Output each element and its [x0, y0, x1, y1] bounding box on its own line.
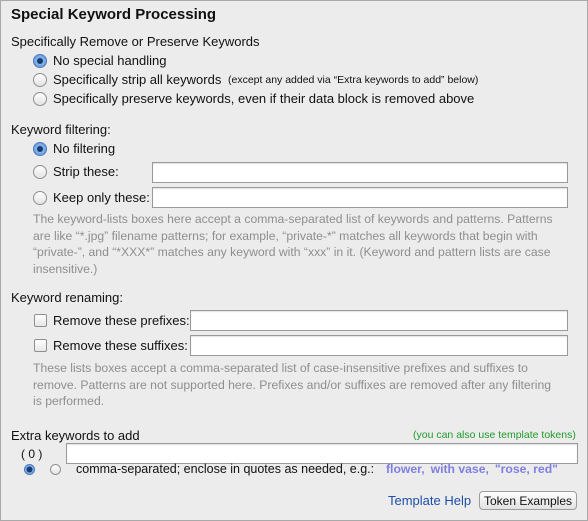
page-title: Special Keyword Processing	[11, 6, 217, 23]
format-radio-alternate[interactable]	[50, 464, 61, 475]
remove-prefixes-label[interactable]: Remove these prefixes:	[53, 313, 190, 328]
extra-keywords-input[interactable]	[66, 443, 578, 464]
remove-prefixes-checkbox[interactable]	[34, 314, 47, 327]
example-with-vase: with vase,	[430, 462, 489, 476]
no-special-handling-label[interactable]: No special handling	[53, 53, 167, 68]
remove-suffixes-label[interactable]: Remove these suffixes:	[53, 338, 188, 353]
radio-strip-these[interactable]	[33, 165, 47, 179]
strip-all-note: (except any added via “Extra keywords to add” below)	[228, 74, 479, 86]
keyword-renaming-heading: Keyword renaming:	[11, 290, 123, 305]
strip-these-input[interactable]	[152, 162, 568, 183]
radio-no-filtering[interactable]	[33, 142, 47, 156]
template-help-link[interactable]: Template Help	[388, 493, 472, 508]
remove-suffixes-input[interactable]	[190, 335, 568, 356]
radio-preserve-keywords[interactable]	[33, 92, 47, 106]
remove-suffixes-checkbox[interactable]	[34, 339, 47, 352]
radio-no-special-handling[interactable]	[33, 54, 47, 68]
format-radio-comma-separated[interactable]	[24, 464, 35, 475]
strip-all-keywords-label[interactable]: Specifically strip all keywords	[53, 72, 222, 87]
renaming-help-text: These lists boxes accept a comma-separated list of case-insensitive prefixes and suffixes to remove. Patterns are not supported here. Prefixes and/or suffixes are removed after any filtering is performed.	[33, 361, 552, 408]
template-tokens-hint: (you can also use template tokens)	[413, 429, 576, 441]
strip-these-label[interactable]: Strip these:	[53, 164, 119, 179]
no-filtering-label[interactable]: No filtering	[53, 141, 116, 156]
keyword-filtering-heading: Keyword filtering:	[11, 122, 111, 137]
keep-only-these-input[interactable]	[152, 187, 568, 208]
preserve-keywords-label[interactable]: Specifically preserve keywords, even if their data block is removed above	[53, 91, 475, 106]
remove-preserve-heading: Specifically Remove or Preserve Keywords	[11, 34, 260, 49]
remove-prefixes-input[interactable]	[190, 310, 568, 331]
radio-strip-all-keywords[interactable]	[33, 73, 47, 87]
keep-only-these-label[interactable]: Keep only these:	[53, 190, 150, 205]
radio-keep-only-these[interactable]	[33, 191, 47, 205]
extra-keywords-heading: Extra keywords to add	[11, 428, 140, 443]
token-examples-button[interactable]: Token Examples	[479, 491, 577, 510]
example-flower: flower,	[386, 462, 425, 476]
format-description: comma-separated; enclose in quotes as needed, e.g.:	[76, 462, 375, 476]
extra-keyword-count: ( 0 )	[21, 447, 43, 461]
example-rose-red: "rose, red"	[494, 462, 558, 476]
keyword-examples	[386, 462, 564, 476]
filtering-help-text: The keyword-lists boxes here accept a comma-separated list of keywords and patterns. Patterns are like “*.jpg” filename patterns; for example, “private-*” matches all keywords that begin with “private-”, and “*XXX*” matches any keyword with “xxx” in it. (Keyword and pattern lists are case insensitive.)	[33, 212, 553, 276]
